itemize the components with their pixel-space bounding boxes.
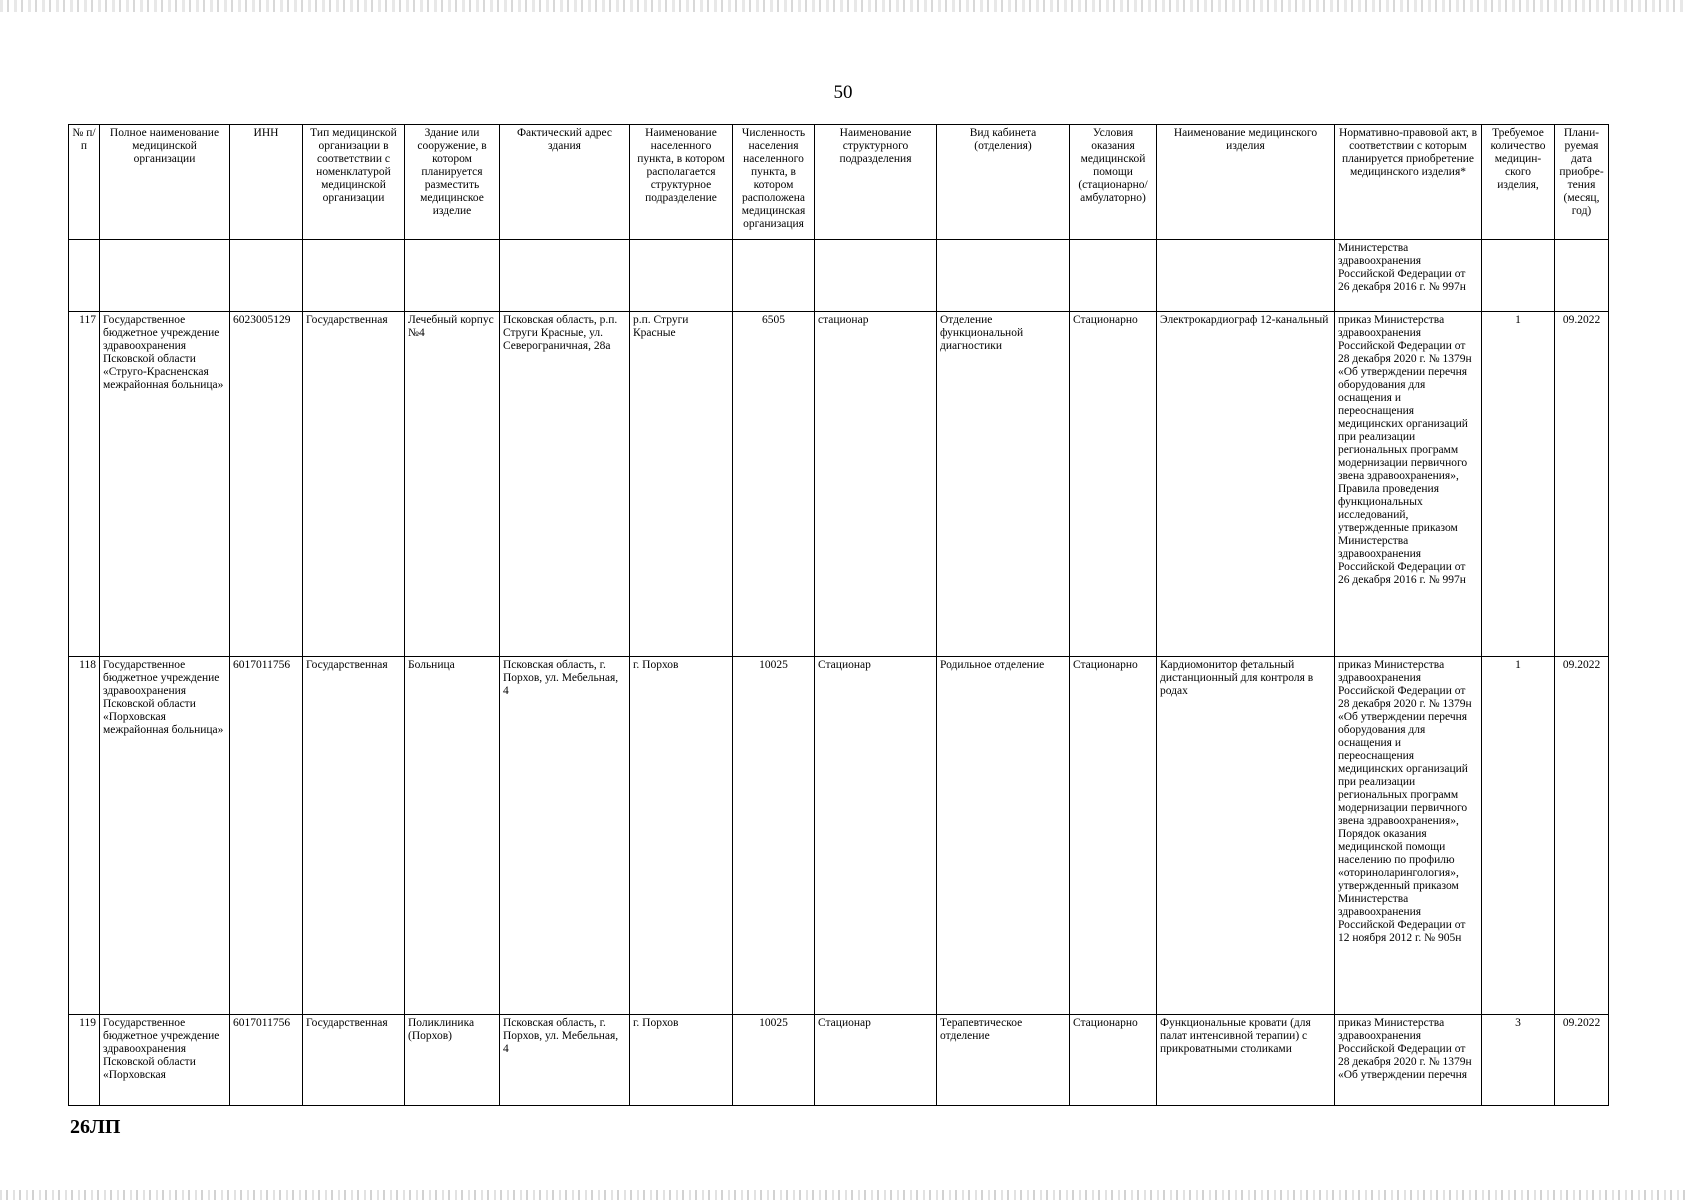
cell-date: 09.2022 bbox=[1555, 1015, 1609, 1106]
cell-device: Кардиомонитор фетальный дистанционный для контроля в родах bbox=[1157, 657, 1335, 1015]
cell-address: Псковская область, г. Порхов, ул. Мебельная, 4 bbox=[500, 1015, 630, 1106]
cell-population bbox=[733, 240, 815, 312]
table-row bbox=[69, 657, 1609, 1015]
cell-act: приказ Министерства здравоохранения Российской Федерации от 28 декабря 2020 г. № 1379н «Об утверждении перечня оборудования для оснащения и переоснащения медицинских организаций при реализации региональных программ модернизации первичного звена здравоохранения», Порядок оказания медицинской помощи населению по профилю «оториноларингология», утвержденный приказом Министерства здравоохранения Российской Федерации от 12 ноября 2012 г. № 905н bbox=[1335, 657, 1482, 1015]
cell-act: Министерства здравоохранения Российской Федерации от 26 декабря 2016 г. № 997н bbox=[1335, 240, 1482, 312]
cell-act: приказ Министерства здравоохранения Российской Федерации от 28 декабря 2020 г. № 1379н «Об утверждении перечня оборудования для оснащения и переоснащения медицинских организаций при реализации региональных программ модернизации первичного звена здравоохранения», Правила проведения функциональных исследований, утвержденные приказом Министерства здравоохранения Российской Федерации от 26 декабря 2016 г. № 997н bbox=[1335, 312, 1482, 657]
header-act: Нормативно-правовой акт, в соответствии с которым планируется приобретение медицинского изделия* bbox=[1335, 125, 1482, 240]
cell-cabinet: Отделение функциональной диагностики bbox=[937, 312, 1070, 657]
cell-type bbox=[303, 240, 405, 312]
cell-cabinet: Терапевтическое отделение bbox=[937, 1015, 1070, 1106]
cell-num: 118 bbox=[69, 657, 100, 1015]
cell-org: Государственное бюджетное учреждение здравоохранения Псковской области «Порховская межрайонная больница» bbox=[100, 657, 230, 1015]
cell-locality bbox=[630, 240, 733, 312]
cell-building bbox=[405, 240, 500, 312]
cell-conditions: Стационарно bbox=[1070, 1015, 1157, 1106]
cell-population: 10025 bbox=[733, 1015, 815, 1106]
header-device: Наименование медицинского изделия bbox=[1157, 125, 1335, 240]
cell-conditions: Стационарно bbox=[1070, 312, 1157, 657]
scan-edge-bottom bbox=[0, 1190, 1686, 1200]
cell-conditions: Стационарно bbox=[1070, 657, 1157, 1015]
header-building: Здание или сооружение, в котором планируется разместить медицинское изделие bbox=[405, 125, 500, 240]
cell-building: Поликлиника (Порхов) bbox=[405, 1015, 500, 1106]
equipment-table bbox=[68, 124, 1609, 1106]
cell-address: Псковская область, р.п. Струги Красные, ул. Северограничная, 28а bbox=[500, 312, 630, 657]
table-row-continuation bbox=[69, 240, 1609, 312]
header-population: Численность населения населенного пункта, в котором расположена медицинская организация bbox=[733, 125, 815, 240]
cell-inn bbox=[230, 240, 303, 312]
cell-date: 09.2022 bbox=[1555, 657, 1609, 1015]
cell-inn: 6023005129 bbox=[230, 312, 303, 657]
cell-device: Функциональные кровати (для палат интенсивной терапии) с прикроватными столиками bbox=[1157, 1015, 1335, 1106]
cell-type: Государственная bbox=[303, 657, 405, 1015]
table-row bbox=[69, 1015, 1609, 1106]
cell-locality: г. Порхов bbox=[630, 1015, 733, 1106]
cell-population: 10025 bbox=[733, 657, 815, 1015]
cell-qty bbox=[1482, 240, 1555, 312]
table-row bbox=[69, 312, 1609, 657]
cell-org: Государственное бюджетное учреждение здравоохранения Псковской области «Порховская bbox=[100, 1015, 230, 1106]
header-row bbox=[69, 125, 1609, 240]
cell-conditions bbox=[1070, 240, 1157, 312]
cell-locality: р.п. Струги Красные bbox=[630, 312, 733, 657]
cell-cabinet: Родильное отделение bbox=[937, 657, 1070, 1015]
cell-building: Лечебный корпус №4 bbox=[405, 312, 500, 657]
cell-type: Государственная bbox=[303, 1015, 405, 1106]
cell-device bbox=[1157, 240, 1335, 312]
header-conditions: Условия оказания медицинской помощи (стационарно/ амбулаторно) bbox=[1070, 125, 1157, 240]
cell-qty: 3 bbox=[1482, 1015, 1555, 1106]
header-cabinet: Вид кабинета (отделения) bbox=[937, 125, 1070, 240]
scan-edge-top bbox=[0, 0, 1686, 12]
header-org: Полное наименование медицинской организации bbox=[100, 125, 230, 240]
header-date: Плани-руемая дата приобре-тения (месяц, год) bbox=[1555, 125, 1609, 240]
header-division: Наименование структурного подразделения bbox=[815, 125, 937, 240]
header-locality: Наименование населенного пункта, в котором располагается структурное подразделение bbox=[630, 125, 733, 240]
cell-qty: 1 bbox=[1482, 657, 1555, 1015]
page-number: 50 bbox=[833, 82, 853, 103]
cell-num: 119 bbox=[69, 1015, 100, 1106]
cell-division bbox=[815, 240, 937, 312]
cell-qty: 1 bbox=[1482, 312, 1555, 657]
cell-locality: г. Порхов bbox=[630, 657, 733, 1015]
document-code: 26ЛП bbox=[70, 1116, 121, 1138]
cell-type: Государственная bbox=[303, 312, 405, 657]
cell-division: стационар bbox=[815, 312, 937, 657]
cell-date bbox=[1555, 240, 1609, 312]
cell-division: Стационар bbox=[815, 657, 937, 1015]
header-num: № п/п bbox=[69, 125, 100, 240]
cell-act: приказ Министерства здравоохранения Российской Федерации от 28 декабря 2020 г. № 1379н «Об утверждении перечня bbox=[1335, 1015, 1482, 1106]
cell-division: Стационар bbox=[815, 1015, 937, 1106]
cell-building: Больница bbox=[405, 657, 500, 1015]
header-address: Фактический адрес здания bbox=[500, 125, 630, 240]
cell-inn: 6017011756 bbox=[230, 1015, 303, 1106]
cell-cabinet bbox=[937, 240, 1070, 312]
cell-address bbox=[500, 240, 630, 312]
cell-inn: 6017011756 bbox=[230, 657, 303, 1015]
cell-device: Электрокардиограф 12-канальный bbox=[1157, 312, 1335, 657]
header-type: Тип медицинской организации в соответствии с номенклатурой медицинской организации bbox=[303, 125, 405, 240]
cell-address: Псковская область, г. Порхов, ул. Мебельная, 4 bbox=[500, 657, 630, 1015]
header-qty: Требуемое количество медицин-ского изделия, bbox=[1482, 125, 1555, 240]
cell-date: 09.2022 bbox=[1555, 312, 1609, 657]
cell-org: Государственное бюджетное учреждение здравоохранения Псковской области «Струго-Красненская межрайонная больница» bbox=[100, 312, 230, 657]
header-inn: ИНН bbox=[230, 125, 303, 240]
cell-num: 117 bbox=[69, 312, 100, 657]
cell-org bbox=[100, 240, 230, 312]
cell-num bbox=[69, 240, 100, 312]
cell-population: 6505 bbox=[733, 312, 815, 657]
